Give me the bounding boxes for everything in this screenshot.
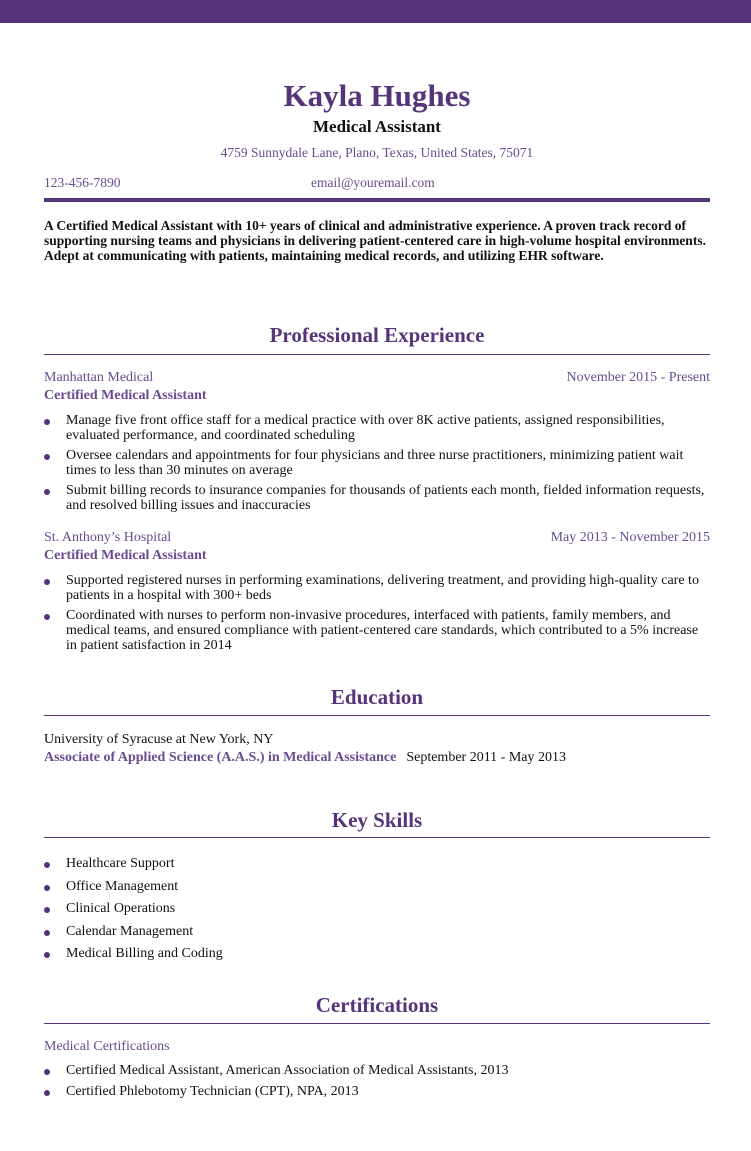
- list-item: Coordinated with nurses to perform non-invasive procedures, interfaced with patients, family members, and medical teams, and ensured compliance with patient-centered care standards, which contributed to a 5% increase in patient satisfaction in 2014: [44, 608, 710, 653]
- job-role: Certified Medical Assistant: [44, 548, 207, 563]
- bullet-icon: [44, 885, 50, 891]
- professional-summary: A Certified Medical Assistant with 10+ years of clinical and administrative experience. A proven track record of supporting nursing teams and physicians in delivering patient-centered care in high-volume hospital environments. Adept at communicating with patients, maintaining medical records, and utilizing EHR software.: [44, 218, 706, 263]
- degree-name: Associate of Applied Science (A.A.S.) in Medical Assistance: [44, 750, 397, 765]
- bullet-icon: [44, 489, 50, 495]
- bullet-icon: [44, 1069, 50, 1075]
- bullet-icon: [44, 419, 50, 425]
- list-item: Medical Billing and Coding: [44, 946, 710, 961]
- skills-list: [44, 856, 710, 961]
- employment-dates: May 2013 - November 2015: [550, 530, 710, 545]
- school-name: University of Syracuse at New York, NY: [44, 732, 274, 747]
- section-divider: [44, 1023, 710, 1024]
- education-dates: September 2011 - May 2013: [406, 750, 567, 765]
- section-divider: [44, 354, 710, 355]
- list-item: Supported registered nurses in performing examinations, delivering treatment, and providing high-quality care to patients in a hospital with 300+ beds: [44, 573, 710, 603]
- job-title: Medical Assistant: [313, 117, 441, 136]
- list-item: Oversee calendars and appointments for four physicians and three nurse practitioners, minimizing patient wait times to less than 30 minutes on average: [44, 448, 710, 478]
- bullet-icon: [44, 454, 50, 460]
- employer-name: St. Anthony’s Hospital: [44, 530, 172, 545]
- phone-number: 123-456-7890: [44, 175, 121, 190]
- address: 4759 Sunnydale Lane, Plano, Texas, United States, 75071: [220, 145, 534, 160]
- list-item: Clinical Operations: [44, 901, 710, 916]
- section-heading-skills: Key Skills: [331, 808, 423, 832]
- certifications-subheading: Medical Certifications: [44, 1039, 170, 1054]
- list-item: Office Management: [44, 879, 710, 894]
- list-item: Submit billing records to insurance companies for thousands of patients each month, fielded information requests, and resolved billing issues and inaccuracies: [44, 483, 710, 513]
- section-heading-certifications: Certifications: [315, 993, 439, 1017]
- bullet-icon: [44, 579, 50, 585]
- job-bullets: [44, 413, 710, 513]
- header-divider: [44, 198, 710, 202]
- candidate-name: Kayla Hughes: [283, 78, 471, 113]
- top-accent-bar: [0, 0, 751, 23]
- job-bullets: [44, 573, 710, 653]
- list-item: Manage five front office staff for a medical practice with over 8K active patients, assigned responsibilities, evaluated performance, and coordinated scheduling: [44, 413, 710, 443]
- section-heading-education: Education: [330, 685, 424, 709]
- bullet-icon: [44, 952, 50, 958]
- section-divider: [44, 715, 710, 716]
- email-address[interactable]: email@youremail.com: [311, 175, 435, 190]
- certifications-list: [44, 1063, 710, 1099]
- job-role: Certified Medical Assistant: [44, 388, 207, 403]
- bullet-icon: [44, 907, 50, 913]
- list-item: Certified Phlebotomy Technician (CPT), NPA, 2013: [44, 1084, 710, 1099]
- bullet-icon: [44, 930, 50, 936]
- section-divider: [44, 837, 710, 838]
- degree-line: [44, 750, 566, 766]
- bullet-icon: [44, 614, 50, 620]
- bullet-icon: [44, 1090, 50, 1096]
- list-item: Certified Medical Assistant, American Association of Medical Assistants, 2013: [44, 1063, 710, 1078]
- list-item: Calendar Management: [44, 924, 710, 939]
- list-item: Healthcare Support: [44, 856, 710, 871]
- section-heading-experience: Professional Experience: [269, 323, 485, 347]
- bullet-icon: [44, 862, 50, 868]
- employment-dates: November 2015 - Present: [566, 370, 710, 385]
- employer-name: Manhattan Medical: [44, 370, 154, 385]
